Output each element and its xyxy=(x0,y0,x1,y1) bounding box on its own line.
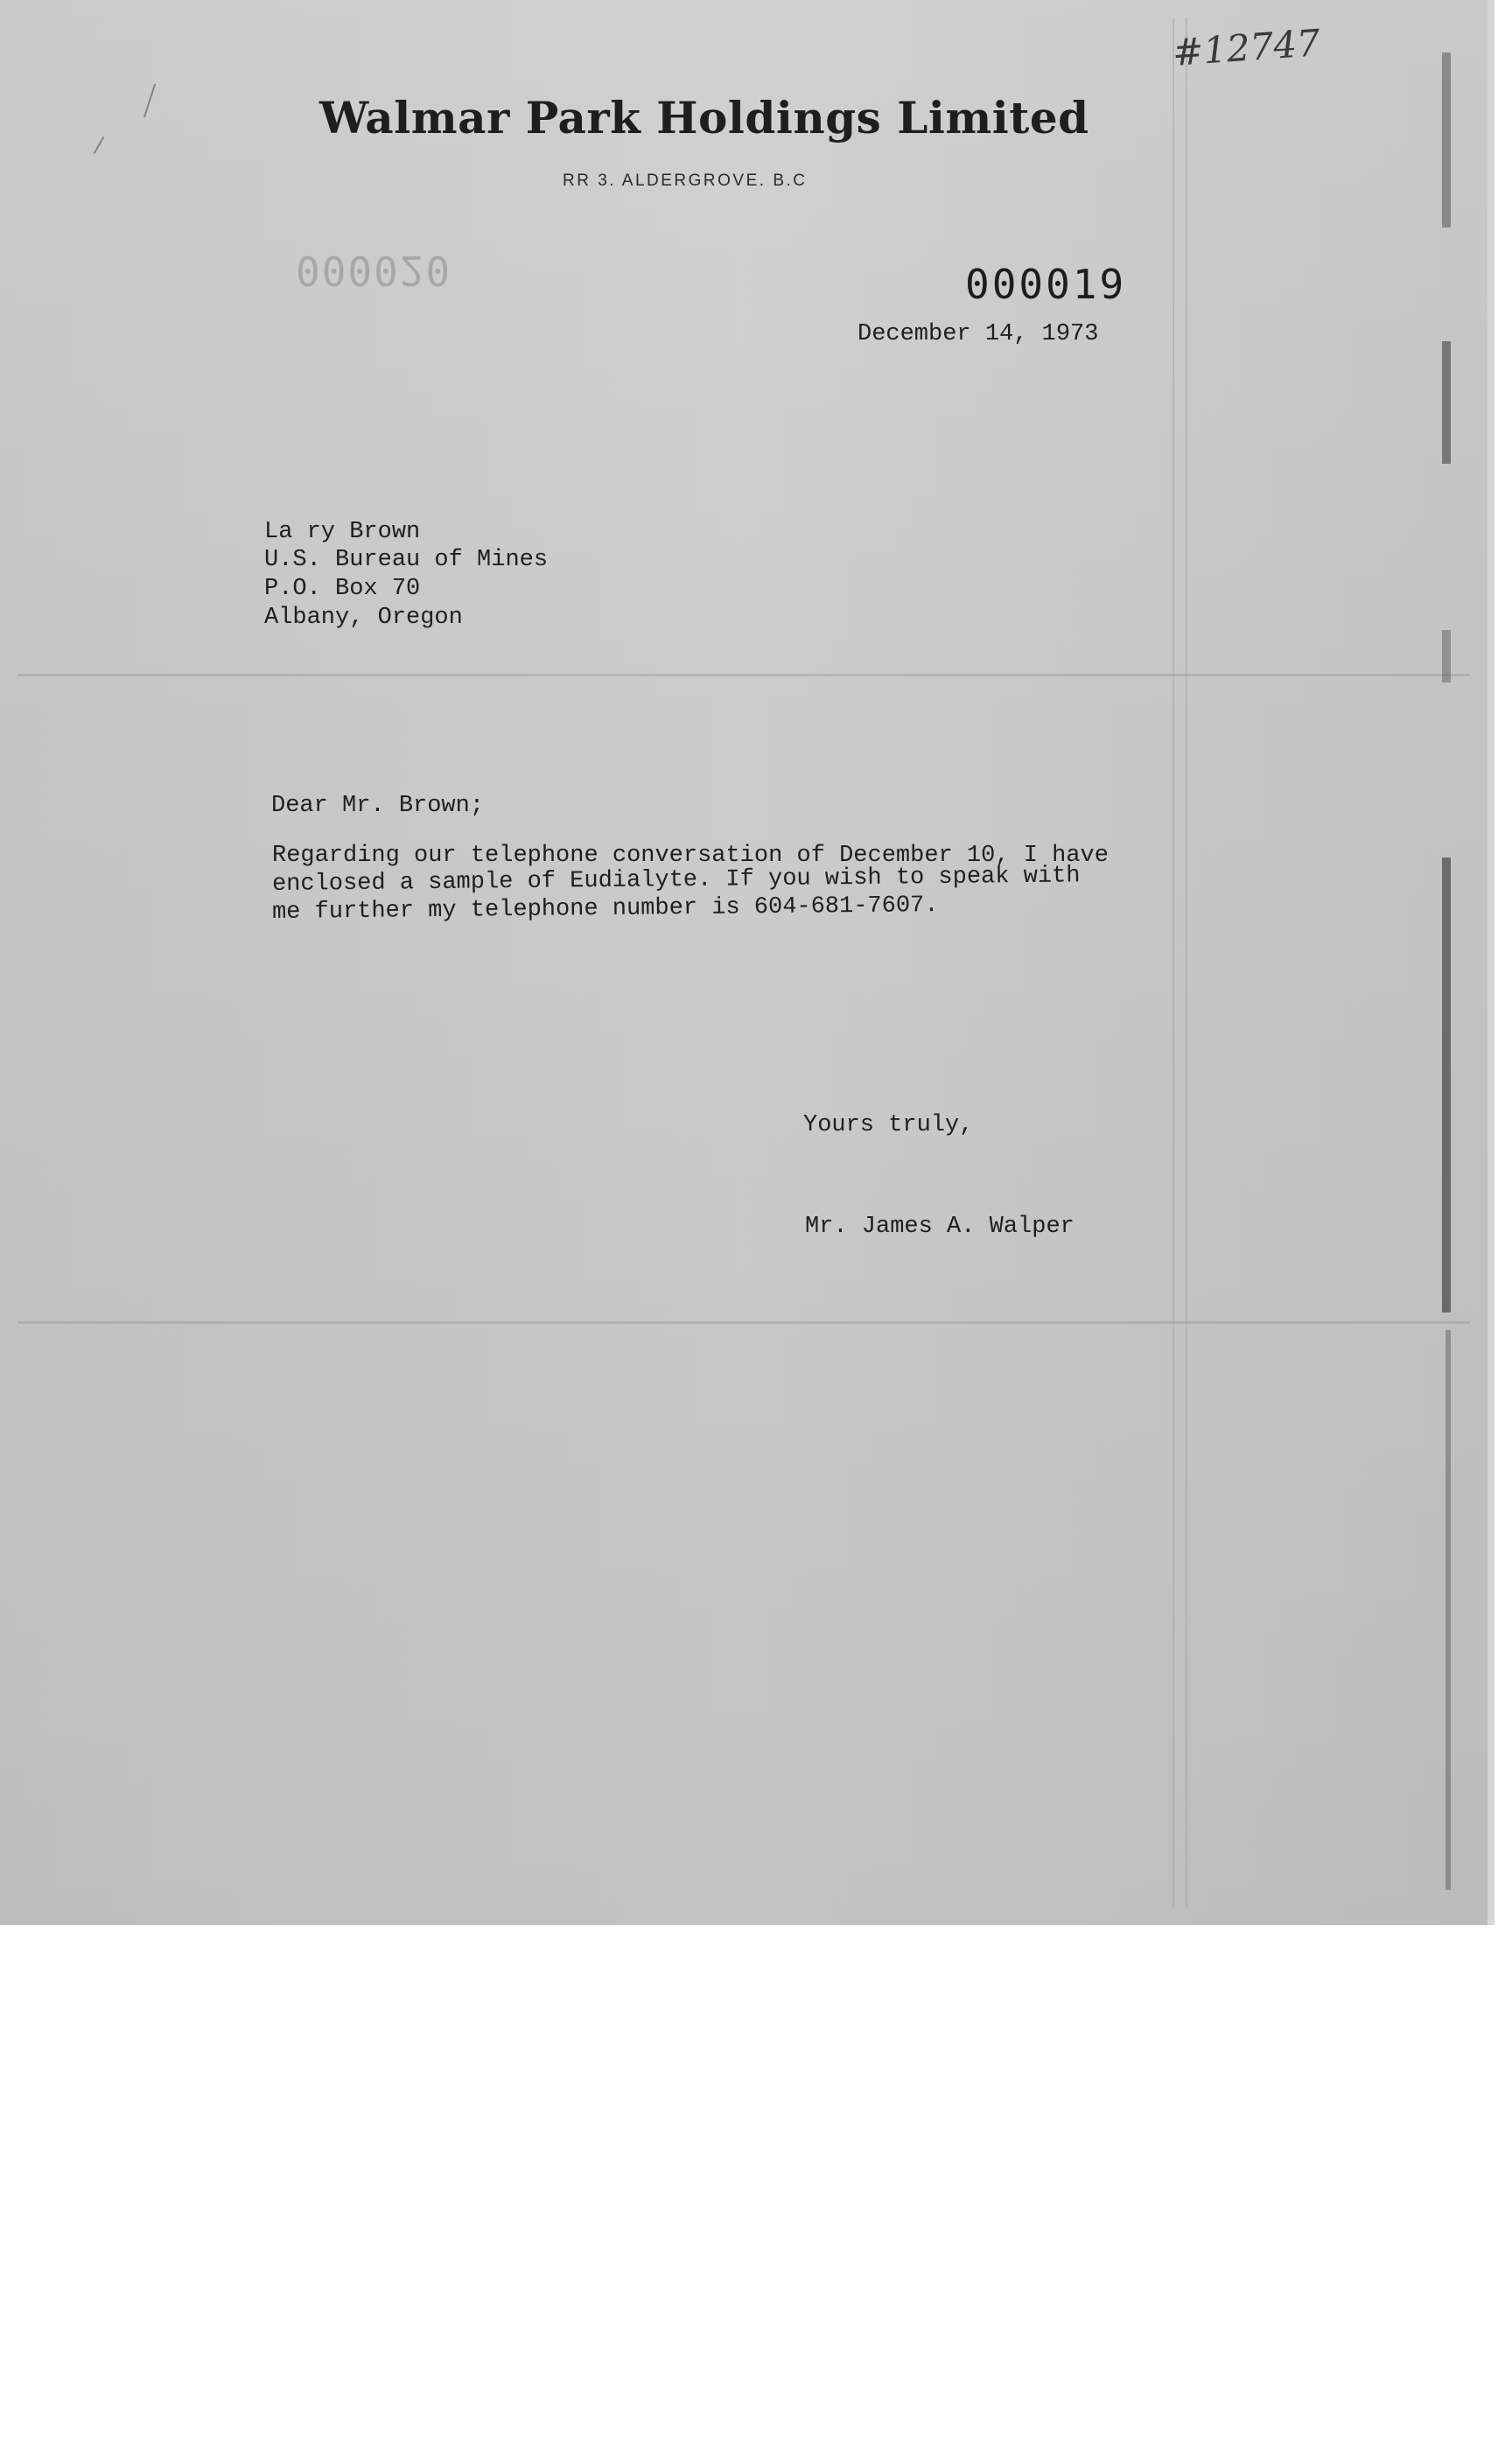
scan-edge-mark xyxy=(1442,630,1451,682)
document-stamp-number: 000019 xyxy=(965,261,1127,308)
fold-line xyxy=(18,674,1470,676)
body-line: enclosed a sample of Eudialyte. If you wish to speak with xyxy=(271,863,1081,898)
recipient-po-box: P.O. Box 70 xyxy=(264,576,421,602)
recipient-city-state: Albany, Oregon xyxy=(264,605,463,631)
fold-line xyxy=(18,1321,1470,1324)
scan-crease xyxy=(1172,18,1174,1908)
letterhead-company-name: Walmar Park Holdings Limited xyxy=(319,92,1089,144)
scan-crease xyxy=(1186,18,1187,1908)
pen-mark xyxy=(144,84,156,118)
recipient-name: La ry Brown xyxy=(264,519,421,545)
scan-edge-mark xyxy=(1442,52,1451,228)
salutation: Dear Mr. Brown; xyxy=(271,793,485,819)
faint-stamp-number: 000020 xyxy=(296,247,452,294)
letter-date: December 14, 1973 xyxy=(858,321,1099,347)
scan-edge-mark xyxy=(1442,341,1451,464)
closing: Yours truly, xyxy=(803,1112,974,1138)
letterhead-address: RR 3. ALDERGROVE. B.C xyxy=(563,172,808,190)
signature-name: Mr. James A. Walper xyxy=(805,1214,1074,1240)
body-line: Regarding our telephone conversation of December 10, I have xyxy=(272,843,1109,869)
body-line: me further my telephone number is 604-681-7607. xyxy=(271,892,939,926)
scan-edge-mark xyxy=(1442,858,1451,1312)
recipient-organization: U.S. Bureau of Mines xyxy=(264,547,549,573)
handwritten-reference-number: #12747 xyxy=(1171,21,1322,74)
scan-edge-mark xyxy=(1446,1330,1451,1890)
pen-mark xyxy=(94,136,105,154)
